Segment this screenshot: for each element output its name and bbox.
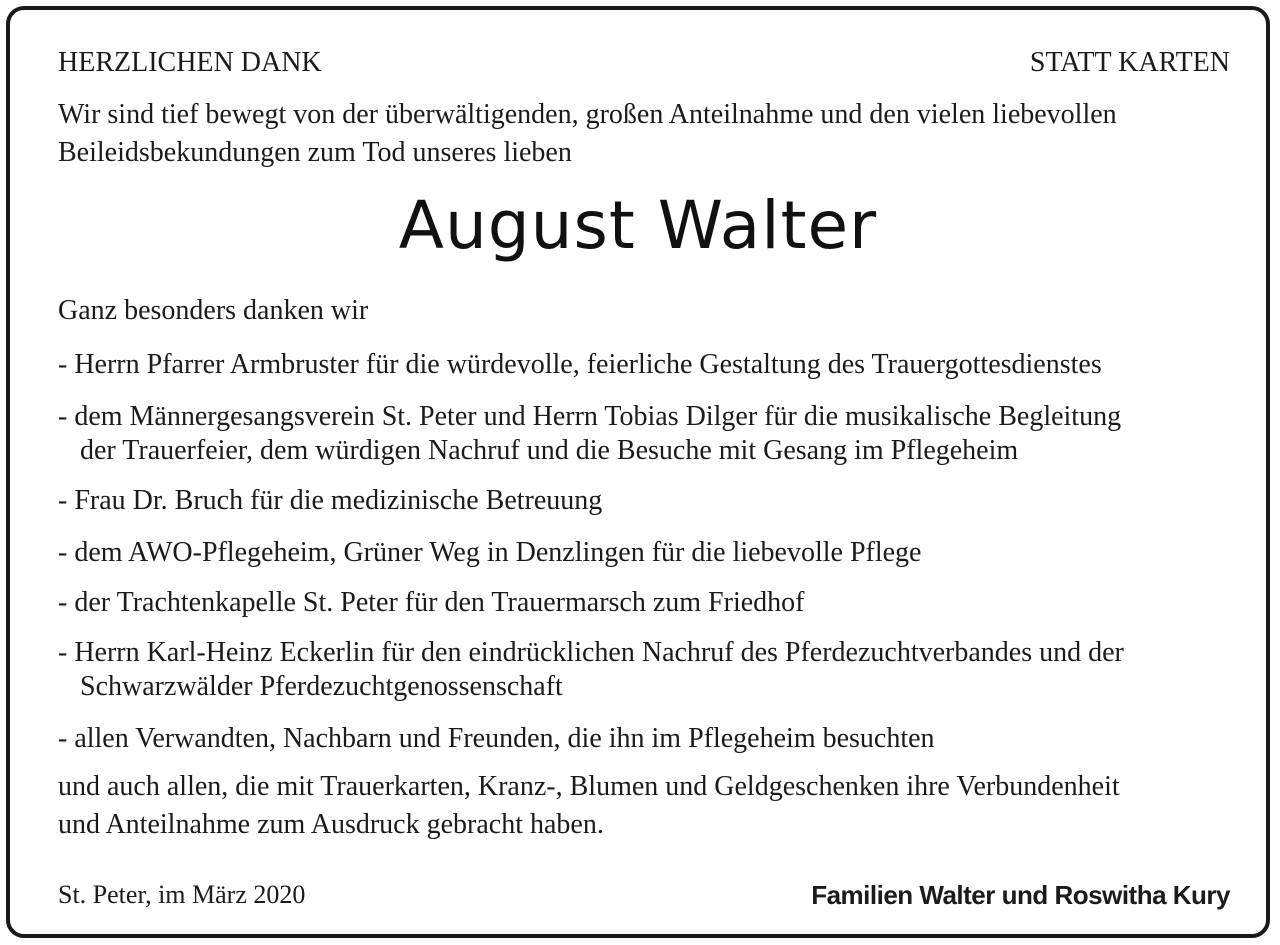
intro-line-2: Beileidsbekundungen zum Tod unseres lieben xyxy=(58,137,572,168)
thanks-item-trachtenkapelle: - der Trachtenkapelle St. Peter für den Trauermarsch zum Friedhof xyxy=(58,587,805,618)
closing-line-2: und Anteilnahme zum Ausdruck gebracht haben. xyxy=(58,809,604,840)
thanks-item-verwandte: - allen Verwandten, Nachbarn und Freunden, die ihn im Pflegeheim besuchten xyxy=(58,723,935,754)
thanks-lead: Ganz besonders danken wir xyxy=(58,295,369,326)
thanks-item-pflegeheim: - dem AWO-Pflegeheim, Grüner Weg in Denzlingen für die liebevolle Pflege xyxy=(58,537,922,568)
obituary-thank-you-card xyxy=(6,6,1270,938)
thanks-item-eckerlin: - Herrn Karl-Heinz Eckerlin für den eindrücklichen Nachruf des Pferdezuchtverbandes und der xyxy=(58,637,1124,668)
deceased-name: August Walter xyxy=(398,187,878,264)
thanks-item-gesangverein: - dem Männergesangsverein St. Peter und Herrn Tobias Dilger für die musikalische Begleitung xyxy=(58,401,1122,432)
thanks-item-eckerlin-cont: Schwarzwälder Pferdezuchtgenossenschaft xyxy=(80,671,563,702)
header-herzlichen-dank: HERZLICHEN DANK xyxy=(58,47,322,78)
thanks-item-gesangverein-cont: der Trauerfeier, dem würdigen Nachruf und die Besuche mit Gesang im Pflegeheim xyxy=(80,435,1019,466)
thanks-item-pfarrer: - Herrn Pfarrer Armbruster für die würdevolle, feierliche Gestaltung des Trauergottesdienstes xyxy=(58,349,1102,380)
signature: Familien Walter und Roswitha Kury xyxy=(811,880,1230,910)
header-statt-karten: STATT KARTEN xyxy=(1029,47,1230,78)
thanks-item-arzt: - Frau Dr. Bruch für die medizinische Betreuung xyxy=(58,485,603,516)
intro-line-1: Wir sind tief bewegt von der überwältigenden, großen Anteilnahme und den vielen liebevollen xyxy=(58,99,1117,130)
place-date: St. Peter, im März 2020 xyxy=(58,880,306,909)
closing-line-1: und auch allen, die mit Trauerkarten, Kranz-, Blumen und Geldgeschenken ihre Verbundenheit xyxy=(58,771,1120,802)
